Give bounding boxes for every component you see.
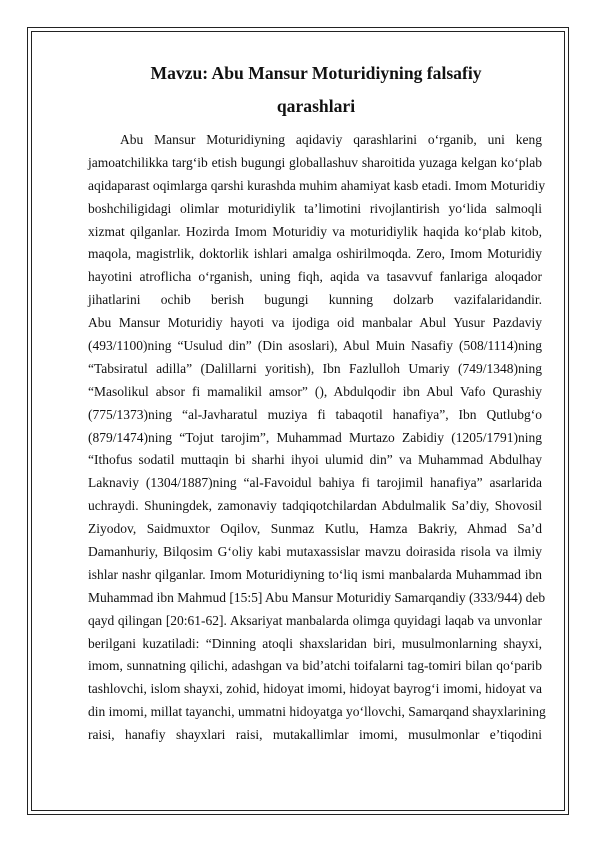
text-line: berilgani kuzatiladi: “Dinning atoqli shaxslaridan biri, musulmonlarning shayxi, [88,635,542,651]
text-line: Abu Mansur Moturidiyning aqidaviy qarashlarini o‘rganib, uni keng [120,132,542,147]
text-line: tashlovchi, islom shayxi, zohid, hidoyat imomi, hidoyat bayrog‘i imomi, hidoyat va [88,681,542,697]
text-line: raisi, hanafiy shayxlari raisi, mutakallimlar imomi, musulmonlar e’tiqodini [88,727,542,743]
text-line: Abu Mansur Moturidiy hayoti va ijodiga oid manbalar Abul Yusur Pazdaviy [88,315,542,331]
text-line: Muhammad ibn Mahmud [15:5] Abu Mansur Moturidiy Samarqandiy (333/944) deb [88,589,546,605]
text-line: din imomi, millat tayanchi, ummatni hidoyatga yo‘llovchi, Samarqand shayxlarining [88,704,546,720]
text-line: xizmat qilganlar. Hozirda Imom Moturidiy va moturidiylik haqida ko‘plab kitob, [88,223,542,239]
text-line: qayd qilingan [20:61-62]. Aksariyat manbalarda olimga quyidagi laqab va unvonlar [88,612,542,628]
text-line: hayotini atroflicha o‘rganish, uning fiqh, aqida va tasavvuf fanlariga aloqador [88,269,542,285]
text-line: “Masolikul absor fi mamalikil amsor” (), Abdulqodir ibn Abul Vafo Qurashiy [88,383,542,399]
text-line: “Tabsiratul adilla” (Dalillarni yoritish), Ibn Fazlulloh Umariy (749/1348)ning [88,360,542,376]
text-line: Ziyodov, Saidmuxtor Oqilov, Sunmaz Kutlu, Hamza Bakriy, Ahmad Sa’d [88,521,542,537]
text-line: Damanhuriy, Bilqosim G‘oliy kabi mutaxassislar mavzu doirasida risola va ilmiy [88,544,542,560]
text-line: ishlar nashr qilganlar. Imom Moturidiyning to‘liq ismi manbalarda Muhammad ibn [88,566,542,582]
text-line: jihatlarini ochib berish bugungi kunning dolzarb vazifalaridandir. [88,292,542,308]
title-line: Mavzu: Abu Mansur Moturidiyning falsafiy [150,63,482,83]
document-body [88,129,546,747]
title-line: qarashlari [276,96,356,116]
text-line: uchraydi. Shuningdek, zamonaviy tadqiqotchilardan Abdulmalik Sa’diy, Shovosil [88,498,542,514]
text-line: “Ithofus sodatil muttaqin bi sharhi ihyoi ulumid din” va Muhammad Abdulhay [88,452,542,468]
document-title [90,57,542,123]
text-line: maqola, magistrlik, doktorlik ishlari amalga oshirilmoqda. Zero, Imom Moturidiy [88,246,542,262]
text-line: aqidaparast oqimlarga qarshi kurashda muhim ahamiyat kasb etadi. Imom Moturidiy [88,177,546,193]
text-line: (775/1373)ning “al-Javharatul muziya fi tabaqotil hanafiya”, Ibn Qutlubg‘o [88,406,542,422]
text-line: imom, sunnatning qilichi, adashgan va bid’atchi toifalarni tag-tomiri bilan qo‘parib [88,658,542,674]
text-line: (879/1474)ning “Tojut tarojim”, Muhammad Murtazo Zabidiy (1205/1791)ning [88,429,542,445]
text-line: boshchiligidagi olimlar moturidiylik ta’limotini rivojlantirish yo‘lida salmoqli [88,200,542,216]
text-line: (493/1100)ning “Usulud din” (Din asoslari), Abul Muin Nasafiy (508/1114)ning [88,338,542,354]
text-line: jamoatchilikka targ‘ib etish bugungi globallashuv sharoitida yuzaga kelgan ko‘plab [88,154,542,170]
text-line: Laknaviy (1304/1887)ning “al-Favoidul bahiya fi tarojimil hanafiya” asarlarida [88,475,542,491]
